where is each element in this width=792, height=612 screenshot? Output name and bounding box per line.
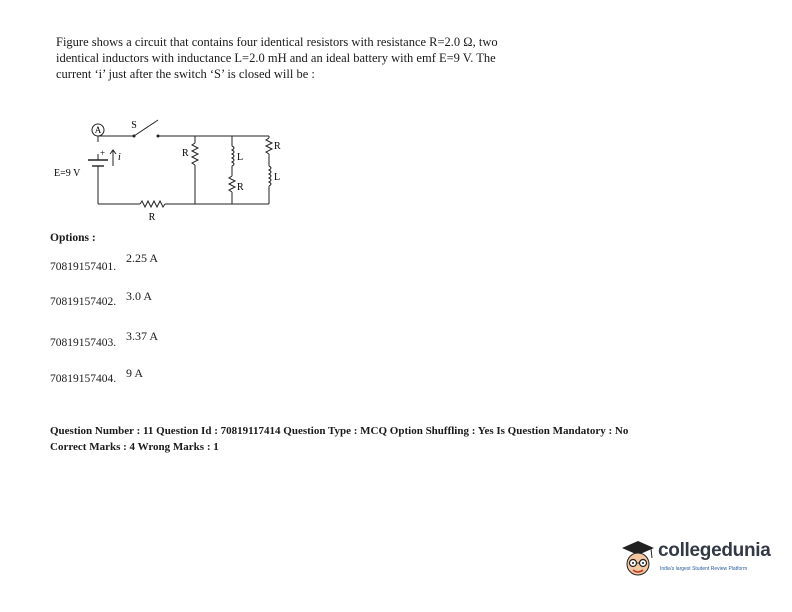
inductor-branch-3-label: L	[274, 172, 281, 183]
option-2-value: 3.0 A	[126, 289, 153, 303]
resistor-branch-1-label: R	[182, 148, 189, 159]
switch-blade	[134, 120, 158, 136]
collegedunia-logo	[618, 538, 771, 582]
question-text	[56, 34, 596, 82]
meta-line-1: Question Number : 11 Question Id : 70819117414 Question Type : MCQ Option Shuffling : Yes Is Question Mandatory : No	[50, 425, 629, 437]
resistor-bottom	[140, 201, 165, 207]
mascot-icon	[618, 538, 658, 582]
option-3-value: 3.37 A	[126, 329, 159, 343]
option-4-id: 70819157404.	[50, 373, 117, 385]
logo-tagline: India's largest Student Review Platform	[660, 566, 748, 572]
resistor-branch-1	[192, 143, 198, 165]
inductor-branch-2	[232, 146, 234, 166]
option-1-value: 2.25 A	[126, 251, 159, 265]
options-heading: Options :	[50, 232, 96, 244]
option-4-value: 9 A	[126, 366, 144, 380]
ammeter-label: A	[94, 125, 102, 135]
battery-plus: +	[100, 148, 106, 158]
option-3-id: 70819157403.	[50, 337, 117, 349]
question-meta	[50, 423, 628, 455]
question-line-1: Figure shows a circuit that contains four identical resistors with resistance R=2.0 Ω, two	[56, 35, 498, 49]
circuit-diagram	[52, 108, 312, 228]
resistor-branch-2-label: R	[237, 182, 244, 193]
meta-line-2: Correct Marks : 4 Wrong Marks : 1	[50, 441, 219, 453]
inductor-branch-2-label: L	[237, 152, 244, 163]
logo-name: collegedunia	[658, 540, 771, 561]
resistor-bottom-label: R	[148, 212, 156, 223]
resistor-branch-3	[266, 138, 272, 154]
switch-label: S	[131, 120, 137, 131]
resistor-branch-3-label: R	[274, 141, 281, 152]
question-line-2: identical inductors with inductance L=2.0 mH and an ideal battery with emf E=9 V. The	[56, 51, 496, 65]
battery-label: E=9 V	[54, 168, 81, 179]
question-line-3: current ‘i’ just after the switch ‘S’ is closed will be :	[56, 67, 315, 81]
option-2-id: 70819157402.	[50, 296, 117, 308]
option-1-id: 70819157401.	[50, 261, 117, 273]
current-label: i	[118, 152, 121, 163]
inductor-branch-3	[269, 166, 271, 186]
resistor-branch-2	[229, 176, 235, 192]
